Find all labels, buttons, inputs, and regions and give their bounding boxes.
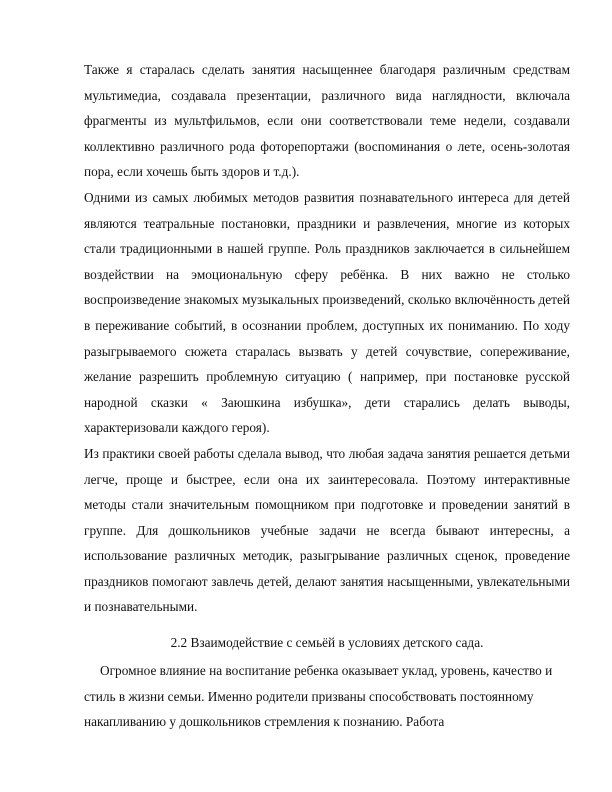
section-body-text xyxy=(84,658,570,735)
paragraph-multimedia: Также я старалась сделать занятия насыщеннее благодаря различным средствам мультимедиа, создавала презентации, различного вида наглядности, включала фрагменты из мультфильмов, если они соответствовали теме недели, создавали коллективно различного рода фоторепортажи (воспоминания о лете, осень-золотая пора, если хочешь быть здоров и т.д.). xyxy=(84,62,570,180)
paragraph-theatre: Одними из самых любимых методов развития познавательного интереса для детей являются театральные постановки, праздники и развлечения, многие из которых стали традиционными в нашей группе. Роль праздников заключается в сильнейшем воздействии на эмоциональную сферу ребёнка. В них важно не столько воспроизведение знакомых музыкальных произведений, сколько включённость детей в переживание событий, в осознании проблем, доступных их пониманию. По ходу разыгрываемого сюжета старалась вызвать у детей сочувствие, сопереживание, желание разрешить проблемную ситуацию ( например, при постановке русской народной сказки « Заюшкина избушка», дети старались делать выводы, характеризовали каждого героя). xyxy=(84,189,570,436)
paragraph-interactive-methods: Из практики своей работы сделала вывод, что любая задача занятия решается детьми легче, проще и быстрее, если она их заинтересовала. Поэтому интерактивные методы стали значительным помощником при подготовке и проведении занятий в группе. Для дошкольников учебные задачи не всегда бывают интересны, а использование различных методик, разыгрывание различных сценок, проведение праздников помогают завлечь детей, делают занятия насыщенными, увлекательными и познавательными. xyxy=(84,445,570,615)
body-text xyxy=(84,57,570,620)
section-heading: 2.2 Взаимодействие с семьёй в условиях детского сада. xyxy=(170,635,484,650)
paragraph-family-influence: Огромное влияние на воспитание ребенка оказывает уклад, уровень, качество и стиль в жизни семьи. Именно родители призваны способствовать постоянному накапливанию у дошкольников стремления к познанию. Работа xyxy=(84,663,553,729)
